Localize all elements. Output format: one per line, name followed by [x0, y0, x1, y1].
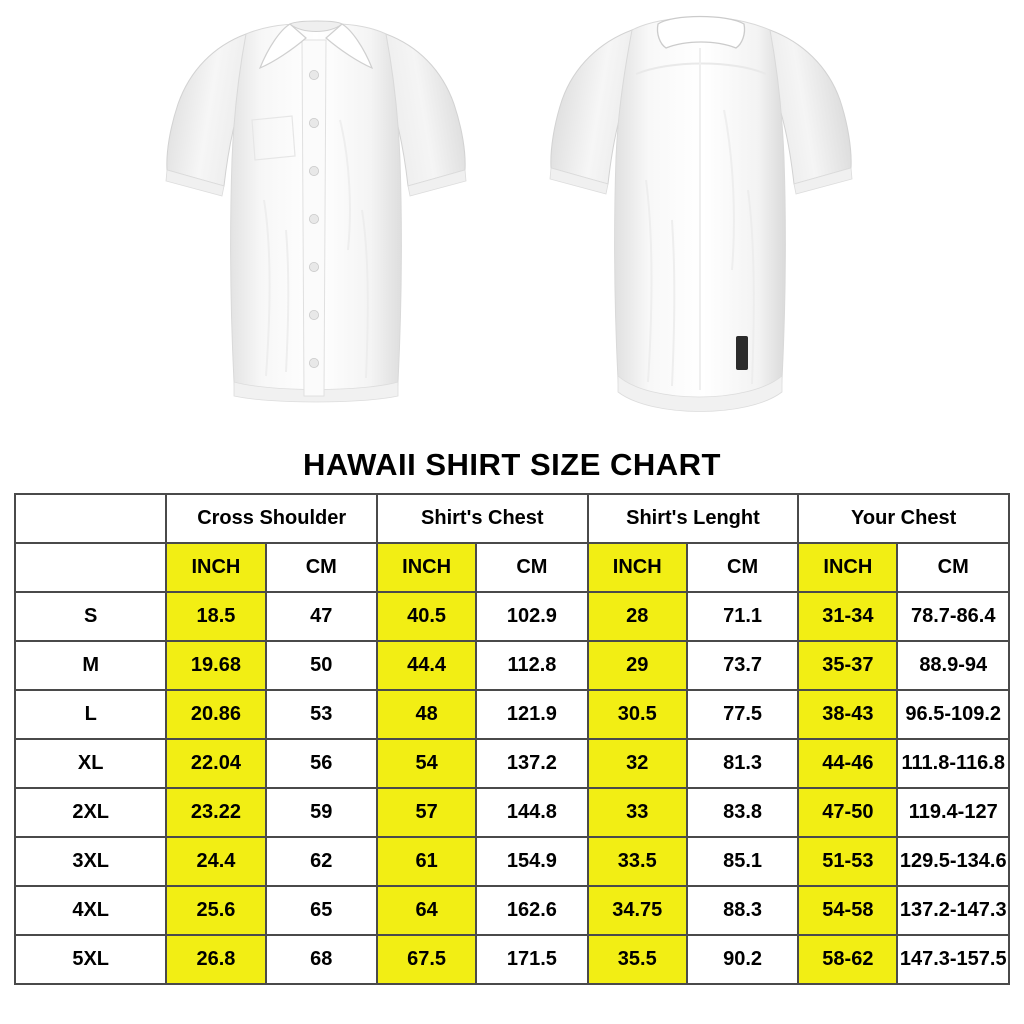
cell-your-chest-inch: 58-62 — [798, 935, 897, 984]
cell-shirts-lenght-cm: 81.3 — [687, 739, 798, 788]
group-header-shirts-chest: Shirt's Chest — [377, 494, 588, 543]
row-size-label: 4XL — [15, 886, 166, 935]
cell-shirts-lenght-cm: 83.8 — [687, 788, 798, 837]
row-size-label: S — [15, 592, 166, 641]
cell-your-chest-cm: 88.9-94 — [897, 641, 1009, 690]
group-header-your-chest: Your Chest — [798, 494, 1009, 543]
cell-your-chest-inch: 51-53 — [798, 837, 897, 886]
cell-cross-shoulder-cm: 47 — [266, 592, 377, 641]
cell-shirts-chest-cm: 112.8 — [476, 641, 587, 690]
cell-shirts-chest-inch: 61 — [377, 837, 476, 886]
table-row — [15, 935, 1009, 984]
cell-cross-shoulder-cm: 68 — [266, 935, 377, 984]
row-size-label: XL — [15, 739, 166, 788]
table-row — [15, 641, 1009, 690]
cell-shirts-chest-cm: 121.9 — [476, 690, 587, 739]
cell-your-chest-cm: 129.5-134.6 — [897, 837, 1009, 886]
unit-corner-cell — [15, 543, 166, 592]
row-size-label: 3XL — [15, 837, 166, 886]
cell-shirts-lenght-inch: 30.5 — [588, 690, 687, 739]
cell-cross-shoulder-inch: 25.6 — [166, 886, 265, 935]
cell-shirts-lenght-inch: 28 — [588, 592, 687, 641]
cell-shirts-chest-cm: 162.6 — [476, 886, 587, 935]
cell-your-chest-cm: 78.7-86.4 — [897, 592, 1009, 641]
cell-shirts-lenght-cm: 85.1 — [687, 837, 798, 886]
cell-cross-shoulder-cm: 59 — [266, 788, 377, 837]
corner-cell — [15, 494, 166, 543]
product-images — [0, 0, 1024, 445]
cell-shirts-lenght-inch: 33.5 — [588, 837, 687, 886]
cell-cross-shoulder-cm: 50 — [266, 641, 377, 690]
table-row — [15, 837, 1009, 886]
unit-header-shirts-chest-inch: INCH — [377, 543, 476, 592]
cell-cross-shoulder-inch: 19.68 — [166, 641, 265, 690]
cell-shirts-lenght-inch: 33 — [588, 788, 687, 837]
cell-your-chest-cm: 111.8-116.8 — [897, 739, 1009, 788]
unit-header-shirts-lenght-cm: CM — [687, 543, 798, 592]
cell-shirts-chest-cm: 171.5 — [476, 935, 587, 984]
size-chart-table-wrap — [0, 493, 1024, 985]
unit-header-shirts-lenght-inch: INCH — [588, 543, 687, 592]
cell-your-chest-inch: 31-34 — [798, 592, 897, 641]
cell-cross-shoulder-cm: 65 — [266, 886, 377, 935]
cell-cross-shoulder-inch: 20.86 — [166, 690, 265, 739]
table-group-header-row — [15, 494, 1009, 543]
row-size-label: M — [15, 641, 166, 690]
cell-your-chest-cm: 137.2-147.3 — [897, 886, 1009, 935]
group-header-shirts-lenght: Shirt's Lenght — [588, 494, 799, 543]
cell-shirts-chest-inch: 64 — [377, 886, 476, 935]
cell-shirts-lenght-cm: 71.1 — [687, 592, 798, 641]
cell-shirts-chest-inch: 67.5 — [377, 935, 476, 984]
cell-shirts-chest-cm: 154.9 — [476, 837, 587, 886]
row-size-label: 2XL — [15, 788, 166, 837]
group-header-cross-shoulder: Cross Shoulder — [166, 494, 377, 543]
cell-shirts-chest-cm: 102.9 — [476, 592, 587, 641]
size-chart-table — [14, 493, 1010, 985]
cell-shirts-lenght-inch: 29 — [588, 641, 687, 690]
cell-shirts-chest-inch: 40.5 — [377, 592, 476, 641]
table-row — [15, 886, 1009, 935]
shirt-front-image — [140, 0, 490, 440]
cell-cross-shoulder-inch: 26.8 — [166, 935, 265, 984]
cell-your-chest-cm: 96.5-109.2 — [897, 690, 1009, 739]
row-size-label: 5XL — [15, 935, 166, 984]
cell-your-chest-cm: 119.4-127 — [897, 788, 1009, 837]
cell-shirts-chest-cm: 137.2 — [476, 739, 587, 788]
table-row — [15, 788, 1009, 837]
page-title: HAWAII SHIRT SIZE CHART — [303, 447, 721, 482]
cell-shirts-lenght-cm: 90.2 — [687, 935, 798, 984]
unit-header-your-chest-inch: INCH — [798, 543, 897, 592]
unit-header-your-chest-cm: CM — [897, 543, 1009, 592]
cell-your-chest-inch: 38-43 — [798, 690, 897, 739]
cell-your-chest-inch: 44-46 — [798, 739, 897, 788]
cell-your-chest-cm: 147.3-157.5 — [897, 935, 1009, 984]
cell-shirts-lenght-cm: 73.7 — [687, 641, 798, 690]
unit-header-shirts-chest-cm: CM — [476, 543, 587, 592]
cell-shirts-chest-inch: 44.4 — [377, 641, 476, 690]
cell-your-chest-inch: 35-37 — [798, 641, 897, 690]
unit-header-cross-shoulder-inch: INCH — [166, 543, 265, 592]
table-unit-header-row — [15, 543, 1009, 592]
cell-shirts-chest-inch: 57 — [377, 788, 476, 837]
cell-cross-shoulder-inch: 23.22 — [166, 788, 265, 837]
cell-cross-shoulder-cm: 56 — [266, 739, 377, 788]
cell-your-chest-inch: 47-50 — [798, 788, 897, 837]
cell-shirts-chest-inch: 54 — [377, 739, 476, 788]
cell-cross-shoulder-inch: 22.04 — [166, 739, 265, 788]
cell-shirts-lenght-inch: 32 — [588, 739, 687, 788]
row-size-label: L — [15, 690, 166, 739]
cell-shirts-chest-inch: 48 — [377, 690, 476, 739]
shirt-back-image — [520, 0, 880, 440]
cell-cross-shoulder-inch: 18.5 — [166, 592, 265, 641]
cell-shirts-lenght-cm: 77.5 — [687, 690, 798, 739]
cell-your-chest-inch: 54-58 — [798, 886, 897, 935]
cell-shirts-lenght-inch: 35.5 — [588, 935, 687, 984]
cell-cross-shoulder-cm: 53 — [266, 690, 377, 739]
table-row — [15, 592, 1009, 641]
cell-shirts-lenght-inch: 34.75 — [588, 886, 687, 935]
table-row — [15, 690, 1009, 739]
unit-header-cross-shoulder-cm: CM — [266, 543, 377, 592]
cell-shirts-chest-cm: 144.8 — [476, 788, 587, 837]
cell-cross-shoulder-inch: 24.4 — [166, 837, 265, 886]
cell-cross-shoulder-cm: 62 — [266, 837, 377, 886]
table-row — [15, 739, 1009, 788]
cell-shirts-lenght-cm: 88.3 — [687, 886, 798, 935]
